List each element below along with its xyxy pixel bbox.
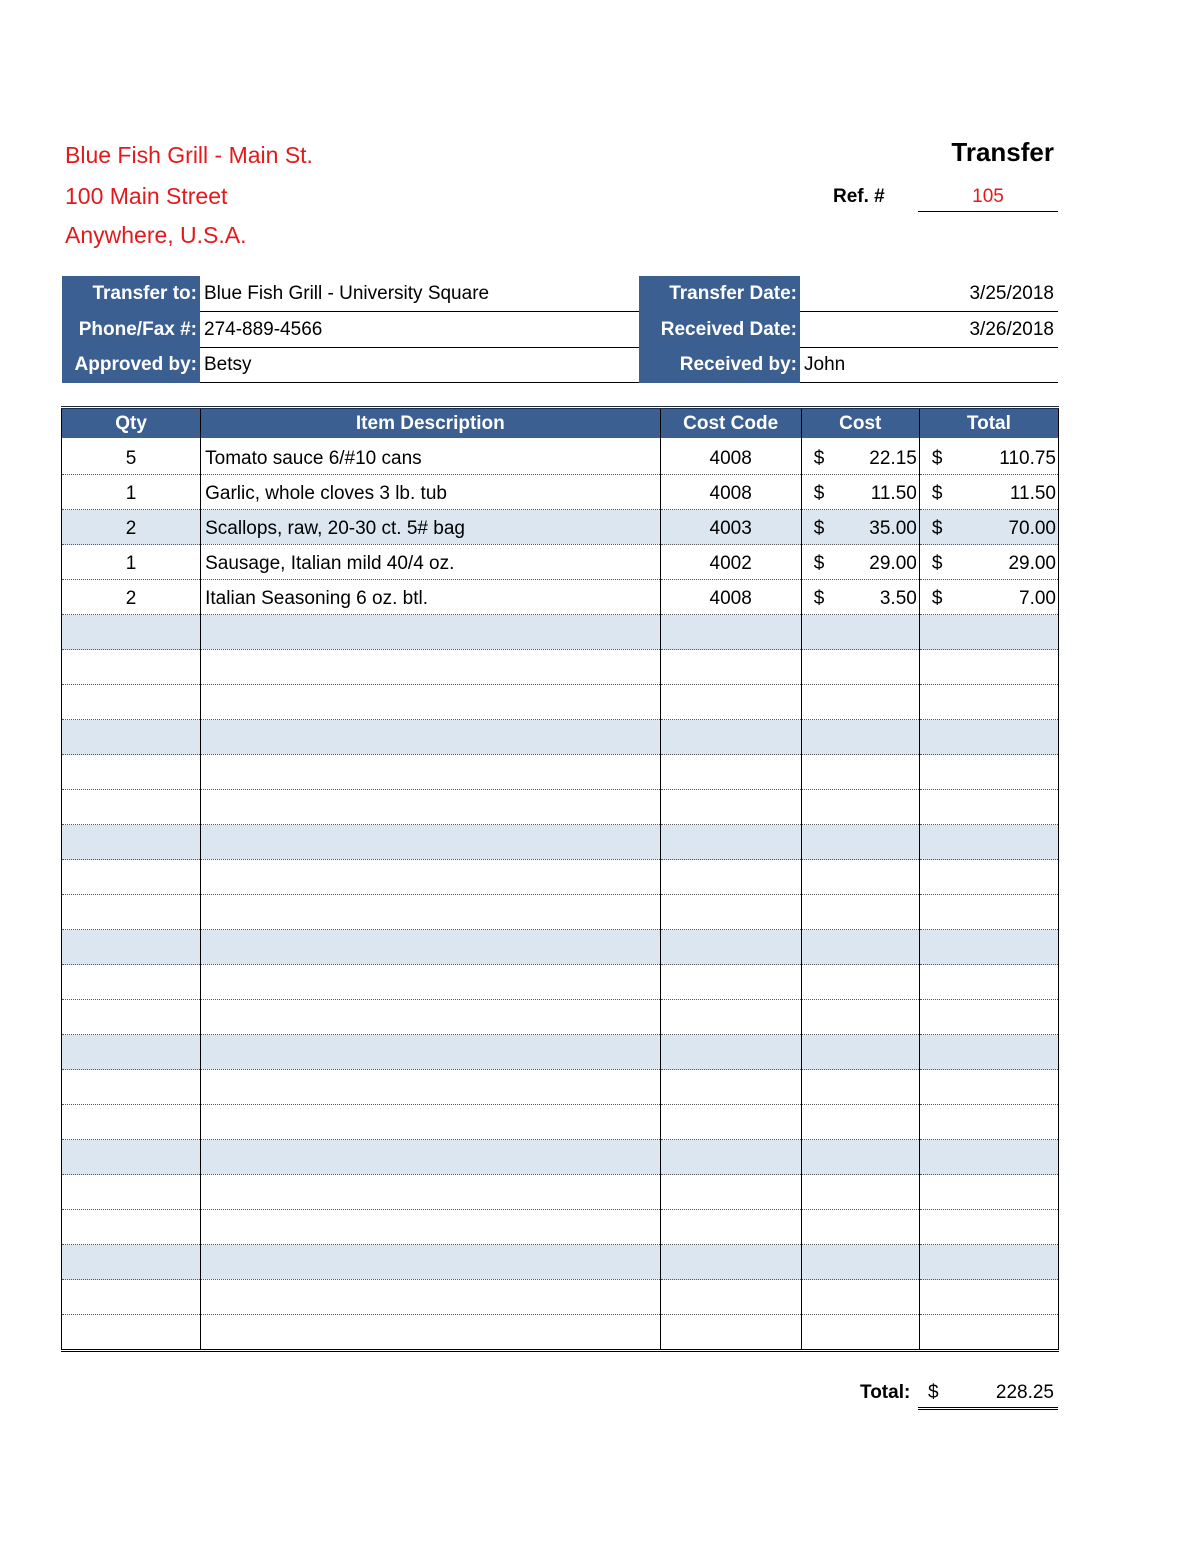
currency-symbol: $ <box>931 448 943 469</box>
cell-total[interactable] <box>919 1245 1058 1280</box>
table-row[interactable] <box>62 1280 1059 1315</box>
table-row[interactable] <box>62 1175 1059 1210</box>
cell-description[interactable]: Italian Seasoning 6 oz. btl. <box>201 580 660 615</box>
table-body <box>62 438 1059 1351</box>
phone-label: Phone/Fax #: <box>62 312 200 348</box>
cell-total[interactable] <box>919 790 1058 825</box>
amount: 110.75 <box>999 448 1056 469</box>
table-row[interactable] <box>62 475 1059 510</box>
cell-qty[interactable]: 5 <box>62 438 201 475</box>
cell-qty[interactable]: 2 <box>62 510 201 545</box>
table-row[interactable] <box>62 1210 1059 1245</box>
cell-cost[interactable] <box>801 930 919 965</box>
cell-cost[interactable] <box>801 1070 919 1105</box>
ref-value[interactable]: 105 <box>918 186 1058 212</box>
cell-cost-code[interactable] <box>660 685 801 720</box>
cell-description[interactable]: Garlic, whole cloves 3 lb. tub <box>201 475 660 510</box>
cell-description[interactable] <box>201 1000 660 1035</box>
currency-symbol: $ <box>813 553 825 574</box>
company-name: Blue Fish Grill - Main St. <box>65 142 313 168</box>
cell-qty[interactable] <box>62 1140 201 1175</box>
transfer-date-field[interactable]: 3/25/2018 <box>800 276 1058 312</box>
cell-total[interactable] <box>919 1315 1058 1351</box>
cell-cost-code[interactable] <box>660 650 801 685</box>
cell-description[interactable]: Tomato sauce 6/#10 cans <box>201 438 660 475</box>
cell-cost-code[interactable] <box>660 1105 801 1140</box>
cell-description[interactable] <box>201 1105 660 1140</box>
transfer-to-field[interactable]: Blue Fish Grill - University Square <box>200 276 639 312</box>
cell-cost[interactable] <box>801 545 919 580</box>
cell-cost[interactable] <box>801 1035 919 1070</box>
ref-label: Ref. # <box>833 186 885 207</box>
total-label: Total: <box>860 1382 911 1403</box>
cell-total[interactable] <box>919 510 1058 545</box>
cell-total[interactable] <box>919 755 1058 790</box>
received-by-label: Received by: <box>639 347 800 383</box>
cell-description[interactable] <box>201 1175 660 1210</box>
table-row[interactable] <box>62 1070 1059 1105</box>
cell-cost-code[interactable]: 4003 <box>660 510 801 545</box>
cell-cost-code[interactable] <box>660 1210 801 1245</box>
cell-cost-code[interactable] <box>660 1035 801 1070</box>
cell-qty[interactable] <box>62 1175 201 1210</box>
company-city: Anywhere, U.S.A. <box>65 222 247 248</box>
cell-cost-code[interactable] <box>660 1175 801 1210</box>
table-row[interactable] <box>62 1105 1059 1140</box>
amount: 35.00 <box>869 518 917 539</box>
table-header-row <box>62 408 1059 439</box>
cell-cost[interactable] <box>801 1280 919 1315</box>
document-title: Transfer <box>951 137 1054 167</box>
cell-description[interactable] <box>201 1210 660 1245</box>
cell-description[interactable] <box>201 825 660 860</box>
amount: 7.00 <box>1019 588 1056 609</box>
cell-qty[interactable] <box>62 825 201 860</box>
approved-label: Approved by: <box>62 347 200 383</box>
cell-total[interactable] <box>919 825 1058 860</box>
cell-description[interactable] <box>201 1280 660 1315</box>
cell-qty[interactable] <box>62 650 201 685</box>
cell-cost[interactable] <box>801 685 919 720</box>
cell-qty[interactable] <box>62 1280 201 1315</box>
cell-cost-code[interactable] <box>660 1245 801 1280</box>
total-value: 228.25 <box>995 1382 1054 1403</box>
received-date-label: Received Date: <box>639 312 800 348</box>
amount: 22.15 <box>869 448 917 469</box>
cell-cost-code[interactable] <box>660 1070 801 1105</box>
company-street: 100 Main Street <box>65 183 228 209</box>
cell-cost-code[interactable]: 4002 <box>660 545 801 580</box>
currency-symbol: $ <box>931 483 943 504</box>
table-row[interactable] <box>62 1000 1059 1035</box>
cell-total[interactable] <box>919 860 1058 895</box>
cell-total[interactable] <box>919 650 1058 685</box>
cell-cost-code[interactable] <box>660 825 801 860</box>
cell-total[interactable] <box>919 438 1058 475</box>
cell-description[interactable] <box>201 1035 660 1070</box>
table-row[interactable] <box>62 545 1059 580</box>
cell-description[interactable]: Sausage, Italian mild 40/4 oz. <box>201 545 660 580</box>
cell-cost-code[interactable] <box>660 720 801 755</box>
cell-cost-code[interactable] <box>660 860 801 895</box>
received-by-field[interactable]: John <box>800 347 1058 383</box>
cell-cost-code[interactable] <box>660 1000 801 1035</box>
table-row[interactable] <box>62 755 1059 790</box>
table-row[interactable] <box>62 685 1059 720</box>
grand-total <box>918 1382 1058 1410</box>
cell-description[interactable] <box>201 930 660 965</box>
cell-total[interactable] <box>919 930 1058 965</box>
cell-cost-code[interactable] <box>660 1140 801 1175</box>
currency-symbol: $ <box>813 588 825 609</box>
cell-total[interactable] <box>919 720 1058 755</box>
table-row[interactable] <box>62 510 1059 545</box>
cell-qty[interactable] <box>62 790 201 825</box>
cell-cost[interactable] <box>801 860 919 895</box>
cell-total[interactable] <box>919 580 1058 615</box>
cell-cost[interactable] <box>801 475 919 510</box>
cell-description[interactable] <box>201 720 660 755</box>
cell-qty[interactable] <box>62 965 201 1000</box>
currency-symbol: $ <box>813 483 825 504</box>
amount: 3.50 <box>879 588 917 609</box>
transfer-to-label: Transfer to: <box>62 276 200 312</box>
cell-description[interactable] <box>201 860 660 895</box>
cell-cost[interactable] <box>801 755 919 790</box>
cell-description[interactable] <box>201 1140 660 1175</box>
cell-total[interactable] <box>919 615 1058 650</box>
cell-total[interactable] <box>919 1175 1058 1210</box>
cell-qty[interactable] <box>62 930 201 965</box>
cell-qty[interactable] <box>62 1245 201 1280</box>
table-row[interactable] <box>62 825 1059 860</box>
table-row[interactable] <box>62 650 1059 685</box>
items-table <box>61 406 1059 1352</box>
cell-cost[interactable] <box>801 825 919 860</box>
cell-total[interactable] <box>919 475 1058 510</box>
cell-cost-code[interactable]: 4008 <box>660 438 801 475</box>
cell-cost[interactable] <box>801 965 919 1000</box>
cell-cost[interactable] <box>801 1210 919 1245</box>
cell-cost-code[interactable]: 4008 <box>660 475 801 510</box>
table-row[interactable] <box>62 965 1059 1000</box>
cell-qty[interactable]: 1 <box>62 475 201 510</box>
table-row[interactable] <box>62 1245 1059 1280</box>
cell-description[interactable] <box>201 615 660 650</box>
col-header-cost-code: Cost Code <box>660 408 801 439</box>
cell-cost[interactable] <box>801 1105 919 1140</box>
cell-total[interactable] <box>919 545 1058 580</box>
col-header-qty: Qty <box>62 408 201 439</box>
cell-description[interactable] <box>201 650 660 685</box>
table-row[interactable] <box>62 1140 1059 1175</box>
table-row[interactable] <box>62 580 1059 615</box>
cell-qty[interactable] <box>62 1070 201 1105</box>
cell-cost[interactable] <box>801 510 919 545</box>
total-currency: $ <box>928 1382 939 1403</box>
cell-description[interactable]: Scallops, raw, 20-30 ct. 5# bag <box>201 510 660 545</box>
cell-qty[interactable]: 1 <box>62 545 201 580</box>
transfer-date-label: Transfer Date: <box>639 276 800 312</box>
cell-cost-code[interactable] <box>660 930 801 965</box>
cell-cost[interactable] <box>801 650 919 685</box>
cell-description[interactable] <box>201 895 660 930</box>
table-row[interactable] <box>62 720 1059 755</box>
cell-cost[interactable] <box>801 580 919 615</box>
col-header-description: Item Description <box>201 408 660 439</box>
phone-field[interactable]: 274-889-4566 <box>200 312 639 348</box>
cell-cost-code[interactable] <box>660 895 801 930</box>
cell-cost[interactable] <box>801 1315 919 1351</box>
cell-total[interactable] <box>919 1210 1058 1245</box>
cell-cost[interactable] <box>801 1245 919 1280</box>
cell-total[interactable] <box>919 685 1058 720</box>
cell-description[interactable] <box>201 1315 660 1351</box>
currency-symbol: $ <box>813 448 825 469</box>
amount: 70.00 <box>1008 518 1056 539</box>
cell-qty[interactable] <box>62 720 201 755</box>
cell-description[interactable] <box>201 790 660 825</box>
cell-cost[interactable] <box>801 790 919 825</box>
cell-cost-code[interactable] <box>660 1280 801 1315</box>
cell-cost[interactable] <box>801 720 919 755</box>
amount: 29.00 <box>869 553 917 574</box>
cell-total[interactable] <box>919 895 1058 930</box>
table-row[interactable] <box>62 860 1059 895</box>
received-date-field[interactable]: 3/26/2018 <box>800 312 1058 348</box>
cell-cost[interactable] <box>801 895 919 930</box>
cell-cost-code[interactable] <box>660 755 801 790</box>
cell-qty[interactable] <box>62 1035 201 1070</box>
cell-cost[interactable] <box>801 1140 919 1175</box>
cell-description[interactable] <box>201 1070 660 1105</box>
cell-cost[interactable] <box>801 438 919 475</box>
cell-qty[interactable] <box>62 895 201 930</box>
table-row[interactable] <box>62 930 1059 965</box>
cell-description[interactable] <box>201 965 660 1000</box>
amount: 11.50 <box>1009 483 1056 504</box>
col-header-total: Total <box>919 408 1058 439</box>
cell-cost-code[interactable] <box>660 615 801 650</box>
cell-total[interactable] <box>919 1280 1058 1315</box>
cell-qty[interactable] <box>62 615 201 650</box>
cell-description[interactable] <box>201 685 660 720</box>
cell-total[interactable] <box>919 1070 1058 1105</box>
cell-cost-code[interactable] <box>660 1315 801 1351</box>
cell-description[interactable] <box>201 1245 660 1280</box>
cell-cost[interactable] <box>801 1000 919 1035</box>
cell-total[interactable] <box>919 1035 1058 1070</box>
currency-symbol: $ <box>813 518 825 539</box>
cell-cost-code[interactable]: 4008 <box>660 580 801 615</box>
cell-cost-code[interactable] <box>660 790 801 825</box>
cell-qty[interactable] <box>62 860 201 895</box>
cell-cost-code[interactable] <box>660 965 801 1000</box>
cell-qty[interactable] <box>62 755 201 790</box>
amount: 29.00 <box>1008 553 1056 574</box>
cell-qty[interactable] <box>62 1105 201 1140</box>
table-row[interactable] <box>62 438 1059 475</box>
cell-total[interactable] <box>919 1000 1058 1035</box>
cell-qty[interactable]: 2 <box>62 580 201 615</box>
amount: 11.50 <box>870 483 917 504</box>
cell-qty[interactable] <box>62 1210 201 1245</box>
cell-qty[interactable] <box>62 1315 201 1351</box>
table-row[interactable] <box>62 615 1059 650</box>
cell-total[interactable] <box>919 965 1058 1000</box>
cell-total[interactable] <box>919 1140 1058 1175</box>
cell-qty[interactable] <box>62 1000 201 1035</box>
table-row[interactable] <box>62 790 1059 825</box>
table-row[interactable] <box>62 1315 1059 1351</box>
cell-total[interactable] <box>919 1105 1058 1140</box>
approved-field[interactable]: Betsy <box>200 347 639 383</box>
cell-qty[interactable] <box>62 685 201 720</box>
currency-symbol: $ <box>931 518 943 539</box>
currency-symbol: $ <box>931 588 943 609</box>
currency-symbol: $ <box>931 553 943 574</box>
cell-cost[interactable] <box>801 1175 919 1210</box>
cell-cost[interactable] <box>801 615 919 650</box>
table-row[interactable] <box>62 895 1059 930</box>
table-row[interactable] <box>62 1035 1059 1070</box>
cell-description[interactable] <box>201 755 660 790</box>
col-header-cost: Cost <box>801 408 919 439</box>
